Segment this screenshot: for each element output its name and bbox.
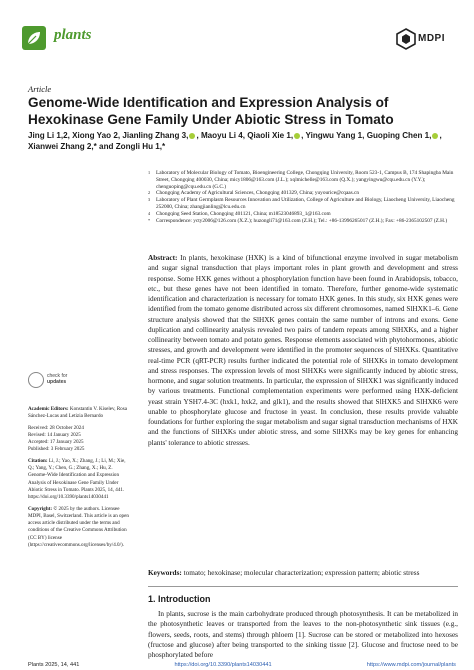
abstract-text: In plants, hexokinase (HXK) is a kind of bifunctional enzyme involved in sugar metabolism and sugar signal transduction that plays important roles in plant growth and development and stress response. Some HXK genes without a phosphorylation function have been found in Arabidopsis, tobacco, etc., but these genes have not been identified in tomato. Therefore, further genome-wide systematic identification and characterization is necessary for tomato HXK genes. In this study, six HXK genes were identified from the tomato genome distributed across six different chromosomes, named SlHXK1–6. Gene structure analysis showed that the SlHXK genes contain the same number of introns and exons. Gene duplication and collinearity analysis revealed two pairs of tandem repeats among SlHXKs, and a higher collinearity between tomato and potato genes. Response elements associated with phytohormones, abiotic stresses, and growth and development were identified in the promoter sequences of SlHXKs. Quantitative real-time PCR (qRT-PCR) results further indicated the potential role of SlHXKs in tomato development and stress responses. The expression levels of most SlHXKs were significantly induced by abiotic stress, hormone, and sugar solution treatments. In particular, the expression of SlHXK1 was significantly induced by various treatments. Functional complementation experiments were performed using HXK-deficient yeast strain YSH7.4-3C (hxk1, hxk2, and glk1), and the results showed that SlHXK5 and SlHXK6 were unable to phosphorylate glucose and fructose in yeast. In conclusion, these results provide valuable foundations for further exploring the sugar metabolism and sugar signal transduction mechanisms of HXK and the functions of SlHXKs under abiotic stress, and some SlHXKs may be key genes for enhancing plants' tolerance to abiotic stresses. <box>148 254 458 447</box>
author: Xiong Yao 2, <box>72 131 121 140</box>
affiliation-item: 3 Laboratory of Plant Germplasm Resources Innovation and Utilization, College of Agriculture and Biology, Liaocheng University, Liaocheng 252000, China; zhangjianling@lcu.edu.cn <box>148 197 455 210</box>
copyright-block: Copyright: © 2025 by the authors. Licensee MDPI, Basel, Switzerland. This article is an open access article distributed under the terms and conditions of the Creative Commons Attribution (CC BY) license (https://creativecommons.org/licenses/by/4.0/). <box>28 505 129 549</box>
publisher-name: MDPI <box>418 33 445 44</box>
author: Jianling Zhang 3, <box>122 131 189 140</box>
author: Jing Li 1,2, <box>28 131 70 140</box>
abstract-label: Abstract: <box>148 254 178 262</box>
page-footer <box>28 662 456 668</box>
orcid-icon[interactable] <box>294 133 300 139</box>
keywords <box>148 568 458 578</box>
orcid-icon[interactable] <box>189 133 195 139</box>
author: Yingwu Yang 1, <box>305 131 365 140</box>
journal-logo-icon <box>22 26 46 50</box>
author: Maoyu Li 4, <box>200 131 246 140</box>
journal-name: plants <box>54 27 92 43</box>
keywords-label: Keywords: <box>148 569 182 577</box>
keywords-text: tomato; hexokinase; molecular characterization; expression pattern; abiotic stress <box>183 569 420 577</box>
affiliation-item: 2 Chongqing Academy of Agricultural Sciences, Chongqing 401329, China; yuyourice@cqaas.cn <box>148 190 360 197</box>
section-divider <box>148 586 458 587</box>
affiliation-item: 1 Laboratory of Molecular Biology of Tomato, Bioengineering College, Chongqing University, Room 523-1, Campus B, 174 Shapingba Main Street, Chongqing 400030, China; micy1806@163.com (J.L.); xqlmichelle@163.com (Q.X.); yangyingwu@cqu.edu.cn (Y.Y.); chenguoping@cqu.edu.cn (G.C.) <box>148 170 454 190</box>
check-updates-line1: check for <box>47 373 68 379</box>
check-updates-icon <box>28 372 44 388</box>
journal-site-link[interactable]: https://www.mdpi.com/journal/plants <box>366 662 456 668</box>
author-list: Jing Li 1,2, Xiong Yao 2, Jianling Zhang 3, , Maoyu Li 4, Qiaoli Xie 1, , Yingwu Yang 1, Guoping Chen 1, , Xianwei Zhang 2,* and Zongli Hu 1,* <box>28 131 442 151</box>
article-title: Genome-Wide Identification and Expression Analysis of Hexokinase Gene Family Under Abiotic Stress in Tomato <box>28 95 394 127</box>
orcid-icon[interactable] <box>432 133 438 139</box>
academic-editors: Academic Editors: Konstantin V. Kiselev, Rosa Sánchez-Lucas and Letizia Bernardo <box>28 406 127 420</box>
author: Xianwei Zhang 2,* and <box>28 142 114 151</box>
article-sidebar <box>28 406 132 553</box>
publisher-logo <box>396 28 452 50</box>
footer-citation: Plants 2025, 14, 441 <box>28 662 80 668</box>
doi-link[interactable]: https://doi.org/10.3390/plants14030441 <box>174 662 272 668</box>
mdpi-hexagon-icon <box>396 28 416 50</box>
section-heading: 1. Introduction <box>148 594 211 604</box>
abstract <box>148 253 458 448</box>
author: Zongli Hu 1,* <box>115 142 166 151</box>
check-for-updates-button[interactable] <box>28 372 88 388</box>
introduction-text: In plants, sucrose is the main carbohydrate produced through photosynthesis. It can be metabolized in the photosynthetic leaves or transported from the leaves to the non-photosynthetic sink tissues (e.g., flowers, seeds, roots, and stems) through phloem [1]. Sucrose can be stored or metabolized into hexoses (fructose and glucose) after being transported to the sinking tissue [2]. Glucose and fructose need to be phosphorylated before <box>148 610 458 659</box>
history-dates: Received: 28 October 2024 Revised: 14 January 2025 Accepted: 17 January 2025 Published: 3 February 2025 <box>28 424 85 453</box>
author: Guoping Chen 1, <box>366 131 432 140</box>
author: Qiaoli Xie 1, <box>247 131 294 140</box>
article-type: Article <box>28 84 52 94</box>
affiliation-item: 4 Chongqing Seed Station, Chongqing 401121, China; m18523046893_1@163.com <box>148 210 331 217</box>
citation-block: Citation: Li, J.; Yao, X.; Zhang, J.; Li, M.; Xie, Q.; Yang, Y.; Chen, G.; Zhang, X.; Hu, Z. Genome-Wide Identification and Expression Analysis of Hexokinase Gene Family Under Abiotic Stress in Tomato. Plants 2025, 14, 441. https://doi.org/10.3390/plants14030441 <box>28 457 126 501</box>
check-updates-line2: updates <box>47 379 67 385</box>
affiliations <box>148 170 464 224</box>
correspondence: * Correspondence: ycty2006@126.com (X.Z.); huzongli71@163.com (Z.H.); Tel.: +86-13996265017 (Z.H.); Fax: +86-2365102507 (Z.H.) <box>148 217 448 224</box>
